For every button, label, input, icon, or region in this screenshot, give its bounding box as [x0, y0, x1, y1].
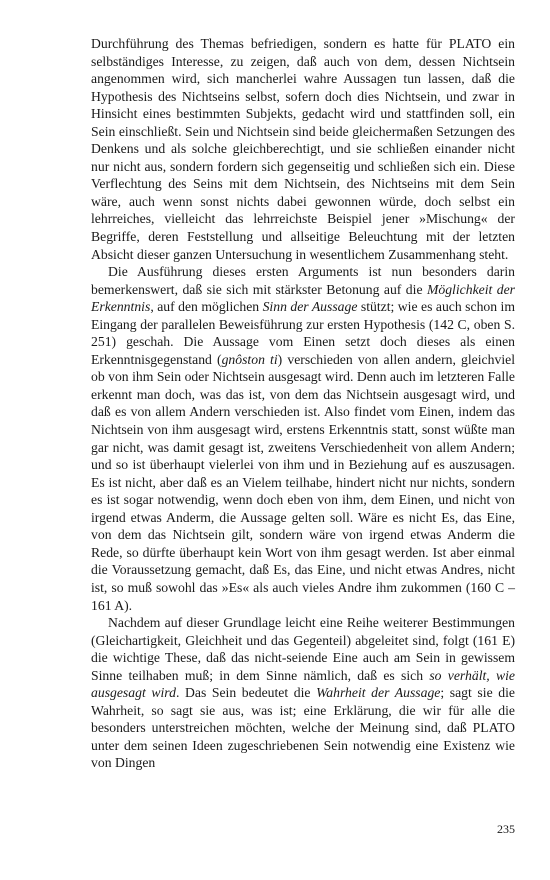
italic-text: gnôston ti: [221, 351, 278, 367]
italic-text: Sinn der Aussage: [262, 299, 358, 315]
text-run: ; sagt sie die Wahrheit, so sagt sie aus, was ist; eine Erklärung, die wir für alle die besonders unterstreichen möchten, welche der Meinung sind, daß PLATO unter dem seinen Ideen zugeschriebenen Sein notwendig eine Existenz wie von Dingen: [91, 685, 515, 771]
page-body: [91, 35, 515, 772]
text-run: stützt; wie es auch schon im Eingang der parallelen Beweisführung zur ersten Hypothesis (142 C, oben S. 251) geschah. Die Aussage vom Einen setzt doch dieses als einen Erkenntnisgegenstand (: [91, 299, 515, 367]
text-run: Nachdem auf dieser Grundlage leicht eine Reihe weiterer Bestimmungen (Gleichartigkeit, Gleichheit und das Gegenteil) abgeleitet sind, folgt (161 E) die wichtige These, daß das nicht-seiende Eine auch am Sein in gewissem Sinne teilhaben muß; in dem Sinne nämlich, daß es sich: [91, 615, 515, 683]
page-number: 235: [497, 822, 515, 836]
paragraph-1: [91, 35, 515, 263]
text-run: ) verschieden von allen andern, gleichviel ob von ihm Sein oder Nichtsein ausgesagt wird. Denn auch im letzteren Falle erkennt man doch, was das ist, von dem das Nichtsein ausgesagt wird, und daß es von allem Andern verschieden ist. Also findet vom Einen, indem das Nichtsein von ihm ausgesagt wird, erstens Erkenntnis statt, sonst wüßte man gar nicht, was damit gesagt ist, zweitens Verschiedenheit von allem Andern; und so ist überhaupt vielerlei von ihm und in Beziehung auf es auszusagen. Es ist nicht, aber daß es an Vielem teilhabe, hindert nicht nur nichts, sondern es ist sogar notwendig, wenn doch eben von ihm, dem Einen, und nicht von irgend etwas Anderm, die Aussage gelten soll. Wäre es nicht Es, das Eine, von dem das Nichtsein gilt, sondern wäre von irgend etwas Anderm die Rede, so dürfte überhaupt kein Wort von ihm gesagt werden. Ist aber einmal die Voraussetzung gemacht, daß Es, das Eine, und nicht etwas Andres, nicht ist, so muß sowohl das »Es« als auch vieles Andre ihm zukommen (160 C – 161 A).: [91, 351, 516, 613]
italic-text: so verhält, wie ausgesagt wird: [91, 667, 515, 701]
paragraph-3: [91, 614, 515, 772]
paragraph-2: [91, 263, 515, 614]
italic-text: Möglichkeit der Erkenntnis: [91, 281, 515, 315]
text-run: Durchführung des Themas befriedigen, sondern es hatte für PLATO ein selbständiges Interesse, zu zeigen, daß auch von dem, dessen Nichtsein angenommen wird, sich mancherlei wahre Aussagen tun lassen, daß die Hypothesis des Nichtseins selbst, sofern doch dies Nichtsein, und zwar in Hinsicht eines bestimmten Subjekts, gedacht wird und stattfinden soll, ein Sein einschließt. Sein und Nichtsein sind beide gleichermaßen Setzungen des Denkens und als solche gleichberechtigt, und sie schließen einander nicht nur nicht aus, sondern fordern sich gegenseitig und schließen sich ein. Diese Verflechtung des Seins mit dem Nichtsein, des Nichtseins mit dem Sein wäre, auch wenn sonst nichts dabei gewonnen würde, doch selbst ein lehrreiches, vielleicht das lehrreichste Beispiel jener »Mischung« der Begriffe, deren Feststellung und allseitige Beleuchtung mit der letzten Absicht dieser ganzen Untersuchung in wesentlichem Zusammenhang steht.: [91, 36, 515, 262]
text-run: Die Ausführung dieses ersten Arguments ist nun besonders darin bemerkenswert, daß sie sich mit stärkster Betonung auf die: [91, 264, 515, 297]
text-run: , auf den möglichen: [150, 299, 263, 315]
text-run: . Das Sein bedeutet die: [175, 685, 317, 701]
italic-text: Wahrheit der Aussage: [316, 685, 441, 701]
